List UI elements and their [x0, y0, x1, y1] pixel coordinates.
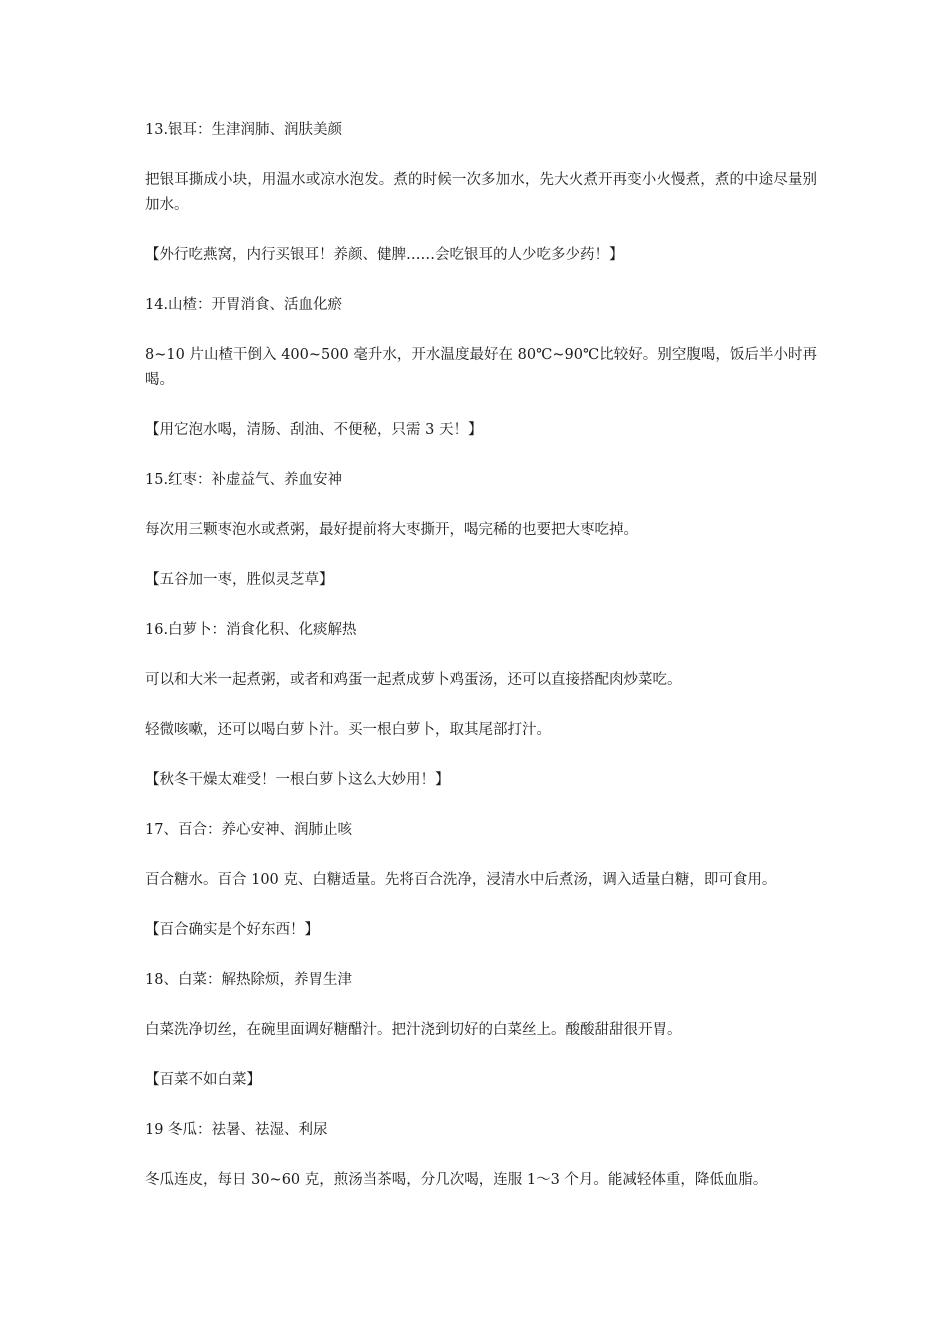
section-body: 8~10 片山楂干倒入 400~500 毫升水，开水温度最好在 80℃~90℃比较好。别空腹喝，饭后半小时再喝。: [145, 347, 817, 388]
section-body: 白菜洗净切丝，在碗里面调好糖醋汁。把汁浇到切好的白菜丝上。酸酸甜甜很开胃。: [145, 1022, 682, 1038]
section-body: 百合糖水。百合 100 克、白糖适量。先将百合洗净，浸清水中后煮汤，调入适量白糖，即可食用。: [145, 872, 777, 888]
section-tagline: 【五谷加一枣，胜似灵芝草】: [145, 572, 334, 588]
section-heading: 16.白萝卜：消食化积、化痰解热: [145, 622, 357, 638]
section-body: 可以和大米一起煮粥，或者和鸡蛋一起煮成萝卜鸡蛋汤，还可以直接搭配肉炒菜吃。: [145, 672, 682, 688]
section-body: 冬瓜连皮，每日 30~60 克，煎汤当茶喝，分几次喝，连服 1～3 个月。能减轻体重，降低血脂。: [145, 1172, 768, 1188]
section-heading: 18、白菜：解热除烦，养胃生津: [145, 972, 352, 988]
section-tagline: 【秋冬干燥太难受！一根白萝卜这么大妙用！】: [145, 772, 450, 788]
section-body: 把银耳撕成小块，用温水或凉水泡发。煮的时候一次多加水，先大火煮开再变小火慢煮，煮的中途尽量别加水。: [145, 172, 817, 213]
section-tagline: 【外行吃燕窝，内行买银耳！养颜、健脾……会吃银耳的人少吃多少药！】: [145, 247, 624, 263]
section-heading: 13.银耳：生津润肺、润肤美颜: [145, 122, 343, 138]
section-body: 轻微咳嗽，还可以喝白萝卜汁。买一根白萝卜，取其尾部打汁。: [145, 722, 551, 738]
section-tagline: 【百菜不如白菜】: [145, 1072, 261, 1088]
section-heading: 14.山楂：开胃消食、活血化瘀: [145, 297, 343, 313]
section-body: 每次用三颗枣泡水或煮粥，最好提前将大枣撕开，喝完稀的也要把大枣吃掉。: [145, 522, 638, 538]
section-heading: 17、百合：养心安神、润肺止咳: [145, 822, 352, 838]
section-heading: 15.红枣：补虚益气、养血安神: [145, 472, 343, 488]
section-tagline: 【百合确实是个好东西！】: [145, 922, 319, 938]
section-tagline: 【用它泡水喝，清肠、刮油、不便秘，只需 3 天！】: [145, 422, 483, 438]
document-page: [145, 118, 817, 1193]
section-heading: 19 冬瓜：祛暑、祛湿、利尿: [145, 1122, 328, 1138]
